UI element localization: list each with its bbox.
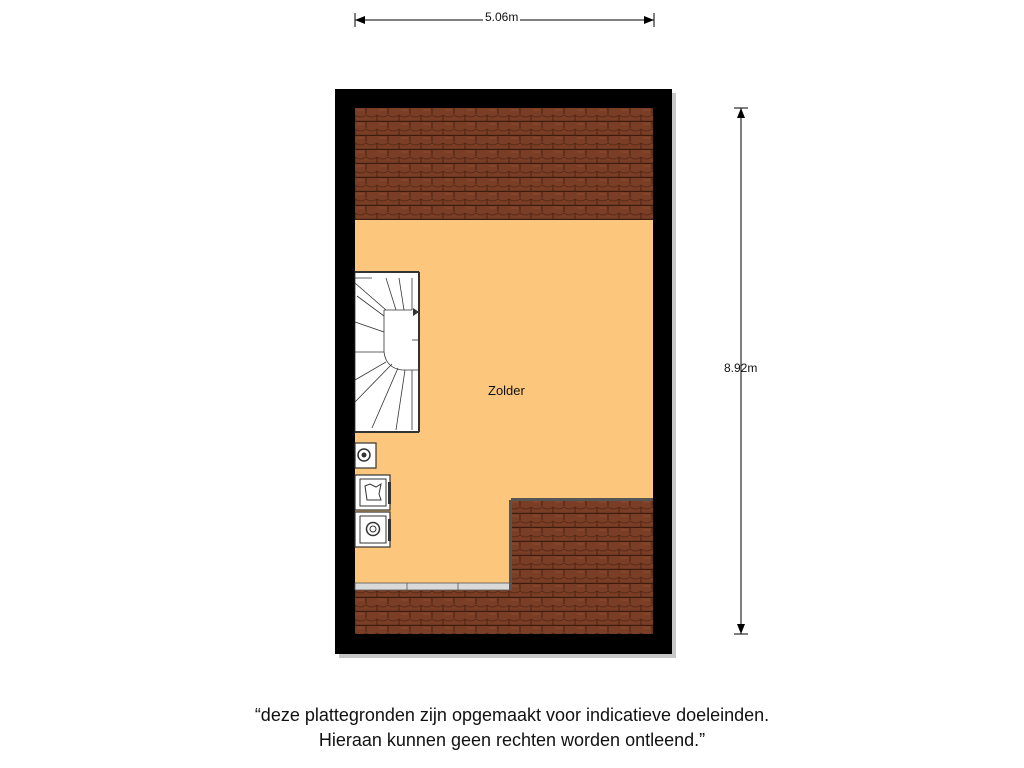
roof-tiles-bottom: [355, 590, 653, 634]
disclaimer-line-2: Hieraan kunnen geen rechten worden ontleend.”: [318, 730, 706, 750]
boiler-icon: [355, 443, 376, 468]
height-dimension-label: 8.92m: [724, 361, 758, 375]
knee-wall: [355, 583, 511, 590]
disclaimer-line-1: “deze plattegronden zijn opgemaakt voor indicatieve doeleinden.: [254, 705, 770, 725]
dryer-icon: [355, 475, 391, 510]
room-label-zolder: Zolder: [488, 383, 525, 398]
roof-tiles-top: [355, 108, 653, 220]
disclaimer: [0, 703, 1024, 753]
staircase: [355, 272, 419, 432]
width-dimension-label: 5.06m: [485, 10, 519, 24]
washing-machine-icon: [355, 512, 391, 547]
